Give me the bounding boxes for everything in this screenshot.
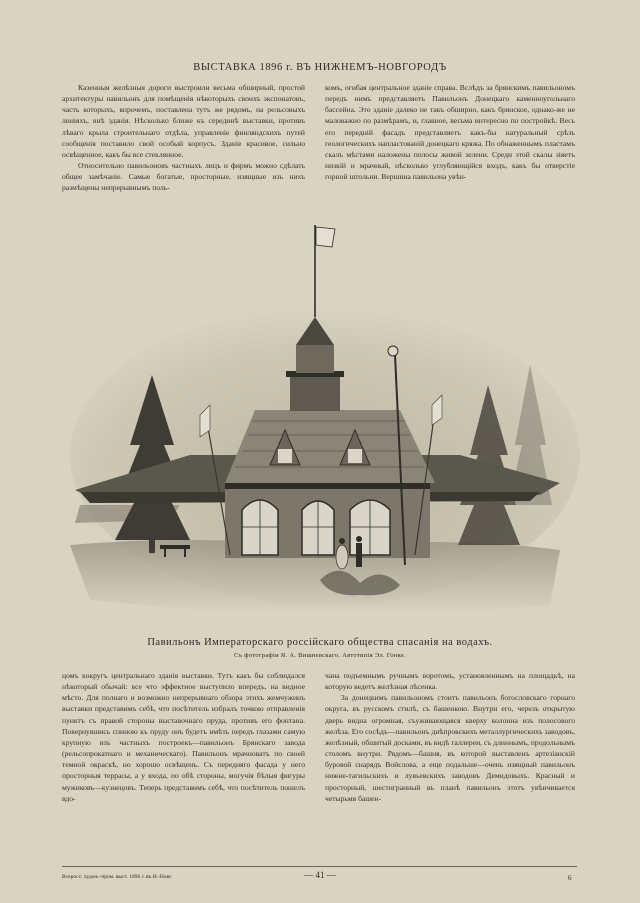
pavilion-illustration <box>60 205 580 625</box>
text-column-bottom-right <box>325 670 575 804</box>
footer-imprint: Всеросс. худож.-пром. выст. 1896 г. въ Н.-Новг. <box>62 874 173 880</box>
paragraph: комъ, огибая центральное зданіе справа. Вслѣдъ за брянскимъ павильономъ передъ нимъ представляетъ Павильонъ Донецкаго каменноугольнаго бассейна. Это зданіе далеко не такъ обширно, какъ брянское, однако-же не маловажно по размѣрамъ, и, главное, весьма интересно по постройкѣ. Весь его передній фасадъ представляетъ какъ-бы натуральный срѣзъ геологическихъ напластованій донецкаго кряжа. По обнаженнымъ пластамъ скалъ мѣстами наложены полосы живой зелени. Среди этой скалы зіяетъ низкій и мрачный, нѣсколько углубляющійся входъ, какъ бы отверстіе горной штольни. Вершина павильона увѣн- <box>325 83 575 182</box>
paragraph: цомъ вокругъ центральнаго зданія выставки. Тутъ какъ бы соблюдался нѣкоторый обычай: все что эффектное выступило впередъ, на видное мѣсто. Для полнаго и возможно непрерывнаго обзора этихъ жемчужинъ выставки представимъ себѣ, что посѣтитель избралъ точкою отправленія пунктъ съ правой стороны выставочнаго пруда, противъ его фонтана. Повернувшись спиною къ пруду онъ будетъ имѣть передъ глазами самую крупную изъ частныхъ построекъ—павильонъ Брянскаго завода (рельсопрокатнаго и механическаго). Павильонъ мрачноватъ по своей темной окраскѣ, но хорошо освѣщенъ. Съ передняго фасада у него просторныя террасы, а у входа, по обѣ стороны, могучія бѣлыя фигуры мужиковъ—кузнецовъ. Теперь представимъ себѣ, что посѣтитель пошелъ вдо- <box>62 671 305 803</box>
paragraph: чана подъемнымъ ручнымъ воротомъ, установленнымъ на площадкѣ, на которую ведетъ желѣзная лѣсенка. <box>325 671 575 692</box>
figure-caption: Павильонъ Императорскаго россійскаго общества спасанія на водахъ. <box>147 637 493 648</box>
pavilion-engraving <box>60 205 580 625</box>
figure-credit: Съ фотографіи Я. А. Вишневскаго. Автотипія Эл. Гонке. <box>234 652 406 659</box>
paragraph: За донецкимъ павильономъ стоитъ павильонъ богословскаго горнаго округа, въ русскомъ стилѣ, съ башенкою. Внутри его, черезъ открытую дверь видна огромная, съуживающаяся кверху колонна изъ полосового желѣза. Его сосѣдъ—павильонъ днѣпровскихъ металлургическихъ заводовъ, желѣзный, обшитый досками, въ видѣ галлереи, съ длиннымъ, продольнымъ столомъ внутри. Рядомъ—башня, въ которой выставленъ артезіанскій буровой снарядъ Войслова, а еще подальше—очень изящный павильонъ нижне-тагильскихъ и лувьевскихъ заводовъ Демидовыхъ. Красный и просторный, шестигранный въ планѣ павильонъ этотъ увѣнчивается четырьмя башен- <box>325 693 575 803</box>
text-column-top-left <box>62 82 305 194</box>
running-header: ВЫСТАВКА 1896 г. ВЪ НИЖНЕМЪ-НОВГОРОДЪ <box>193 62 447 73</box>
footer-rule <box>62 866 577 867</box>
signature-mark: 6 <box>568 874 572 882</box>
paragraph: Казенныя желѣзныя дороги выстроили весьма обширный, простой архитектуры павильонъ для помѣщенія нѣкоторыхъ своихъ экспонатовъ, часть которыхъ, впрочемъ, поставлена тутъ же рядомъ, на рельсовыхъ линіяхъ, внѣ зданія. Нѣсколько ближе къ серединѣ выставки, противъ лѣваго крыла строительнаго отдѣла, управленіе финляндскихъ путей сообщенія поставило свой особый корпусъ. Зданіе красивое, сильно освѣщенное, какъ бы все стеклянное. <box>62 83 305 159</box>
text-column-top-right <box>325 82 575 182</box>
paragraph: Относительно павильоновъ частныхъ лицъ и фирмъ можно сдѣлать общее замѣчаніе. Самые богатые, просторные, изящные изъ нихъ размѣщены непрерывнымъ поль- <box>62 161 305 193</box>
text-column-bottom-left <box>62 670 305 804</box>
page-number: — 41 — <box>304 870 336 880</box>
